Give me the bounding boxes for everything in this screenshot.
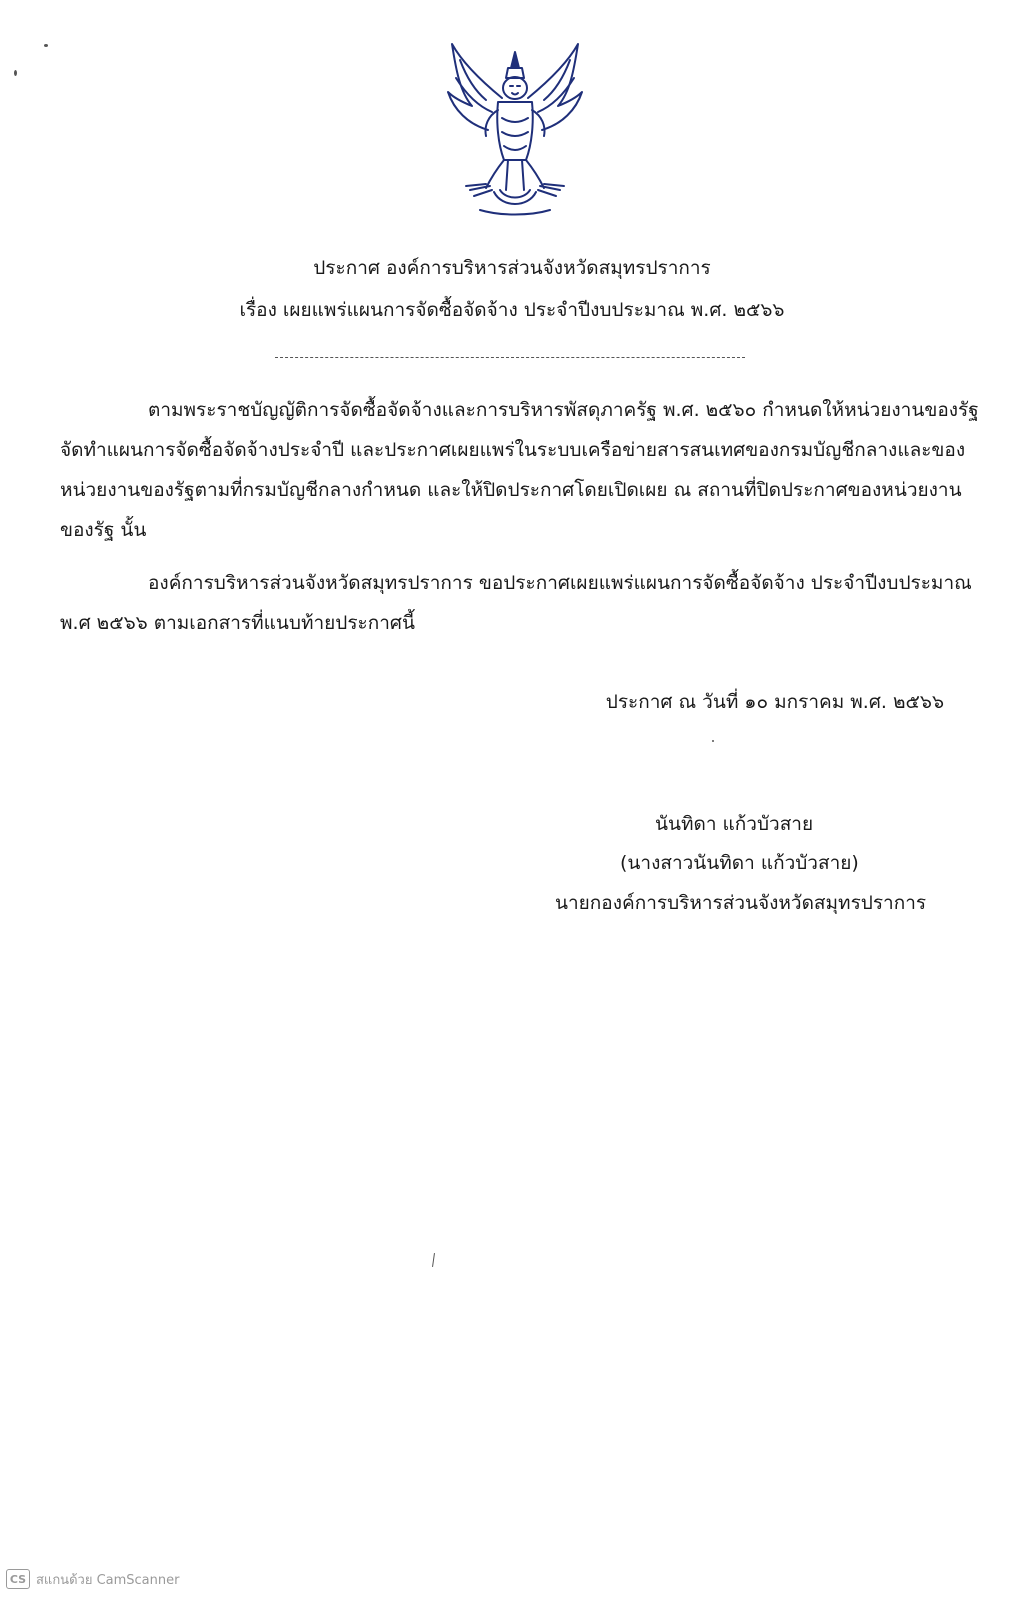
scan-speck: [432, 1253, 435, 1267]
garuda-emblem-icon: [440, 40, 590, 218]
body-paragraph-2: [60, 563, 972, 643]
paragraph-line: ของรัฐ นั้น: [60, 519, 147, 541]
paragraph-line: พ.ศ ๒๕๖๖ ตามเอกสารที่แนบท้ายประกาศนี้: [60, 612, 415, 634]
signatory-name: นันทิดา แก้วบัวสาย: [655, 813, 814, 835]
paragraph-line: จัดทำแผนการจัดซื้อจัดจ้างประจำปี และประกาศเผยแพร่ในระบบเครือข่ายสารสนเทศของกรมบัญชีกลางและของ: [60, 439, 966, 461]
announcement-subject: เรื่อง เผยแพร่แผนการจัดซื้อจัดจ้าง ประจำปีงบประมาณ พ.ศ. ๒๕๖๖: [239, 299, 785, 321]
paragraph-line: ตามพระราชบัญญัติการจัดซื้อจัดจ้างและการบริหารพัสดุภาครัฐ พ.ศ. ๒๕๖๐ กำหนดให้หน่วยงานของรัฐ: [148, 399, 979, 421]
scan-speck: [44, 44, 48, 47]
scanner-watermark: [6, 1568, 179, 1590]
body-paragraph-1: [60, 390, 979, 550]
signatory-full-name: (นางสาวนันทิดา แก้วบัวสาย): [620, 852, 859, 874]
scan-speck: [712, 740, 714, 742]
signatory-position: นายกองค์การบริหารส่วนจังหวัดสมุทรปราการ: [555, 892, 927, 914]
watermark-text: สแกนด้วย CamScanner: [36, 1572, 180, 1588]
announcement-title: ประกาศ องค์การบริหารส่วนจังหวัดสมุทรปราการ: [313, 257, 711, 279]
paragraph-line: หน่วยงานของรัฐตามที่กรมบัญชีกลางกำหนด และให้ปิดประกาศโดยเปิดเผย ณ สถานที่ปิดประกาศของหน่วยงาน: [60, 479, 962, 501]
paragraph-line: องค์การบริหารส่วนจังหวัดสมุทรปราการ ขอประกาศเผยแพร่แผนการจัดซื้อจัดจ้าง ประจำปีงบประมาณ: [148, 572, 972, 594]
announcement-date: ประกาศ ณ วันที่ ๑๐ มกราคม พ.ศ. ๒๕๖๖: [605, 691, 944, 713]
camscanner-logo-icon: CS: [6, 1569, 30, 1589]
scan-speck: [14, 70, 17, 76]
divider-line: [275, 357, 745, 358]
